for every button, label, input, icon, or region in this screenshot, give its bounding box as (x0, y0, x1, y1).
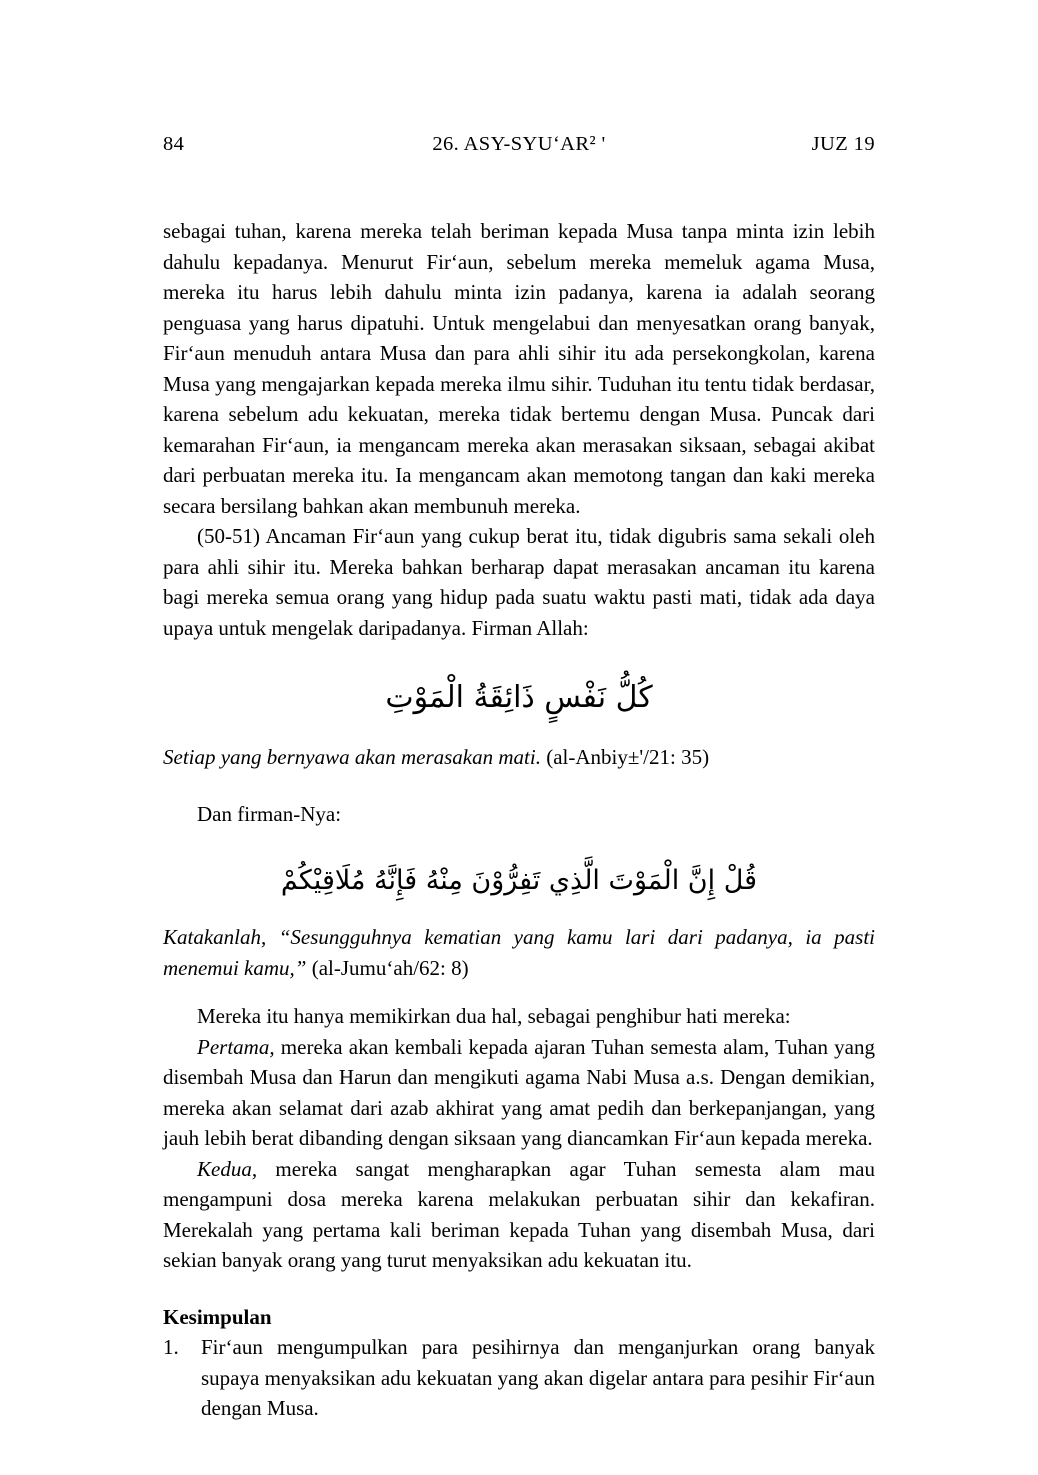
paragraph-6-text: mereka sangat mengharapkan agar Tuhan semesta alam mau mengampuni dosa mereka karena melakukan perbuatan sihir dan kekafiran. Merekalah yang pertama kali beriman kepada Tuhan yang disembah Musa, dari sekian banyak orang yang turut menyaksikan adu kekuatan itu. (163, 1156, 875, 1273)
translation-1-reference: (al-Anbiy±'/21: 35) (540, 745, 710, 769)
body-text (163, 216, 875, 1424)
quran-verse-jumuah: قُلْ إِنَّ الْمَوْتَ الَّذِي تَفِرُّوْنَ مِنْهُ فَإِنَّهُ مُلَاقِيْكُمْ (280, 865, 758, 896)
translation-2-text: Katakanlah, “Sesungguhnya kematian yang kamu lari dari padanya, ia pasti menemui kamu,” (163, 925, 875, 980)
paragraph-1: sebagai tuhan, karena mereka telah beriman kepada Musa tanpa minta izin lebih dahulu kepadanya. Menurut Fir‘aun, sebelum mereka memeluk agama Musa, mereka itu harus lebih dahulu minta izin padanya, karena ia adalah seorang penguasa yang harus dipatuhi. Untuk mengelabui dan menyesatkan orang banyak, Fir‘aun menuduh antara Musa dan para ahli sihir itu ada persekongkolan, karena Musa yang mengajarkan kepada mereka ilmu sihir. Tuduhan itu tentu tidak berdasar, karena sebelum adu kekuatan, mereka tidak bertemu dengan Musa. Puncak dari kemarahan Fir‘aun, ia mengancam mereka akan merasakan siksaan, sebagai akibat dari perbuatan mereka itu. Ia mengancam akan memotong tangan dan kaki mereka secara bersilang bahkan akan membunuh mereka. (163, 219, 875, 518)
paragraph-6 (163, 1154, 875, 1276)
translation-2 (163, 922, 875, 983)
translation-2-reference: (al-Jumu‘ah/62: 8) (306, 955, 469, 980)
conclusion-heading: Kesimpulan (163, 1304, 272, 1329)
translation-1-text: Setiap yang bernyawa akan merasakan mati. (163, 745, 541, 769)
conclusion-list (163, 1332, 875, 1424)
paragraph-5-text: mereka akan kembali kepada ajaran Tuhan semesta alam, Tuhan yang disembah Musa dan Harun dan mengikuti agama Nabi Musa a.s. Dengan demikian, mereka akan selamat dari azab akhirat yang amat pedih dan berkepanjangan, yang jauh lebih berat dibanding dengan siksaan yang diancamkan Fir‘aun kepada mereka. (163, 1034, 875, 1151)
paragraph-5 (163, 1032, 875, 1154)
quran-verse-anbiya: كُلُّ نَفْسٍ ذَائِقَةُ الْمَوْتِ (385, 680, 653, 715)
paragraph-2: (50-51) Ancaman Fir‘aun yang cukup berat itu, tidak digubris sama sekali oleh para ahli sihir itu. Mereka bahkan berharap dapat merasakan ancaman itu karena bagi mereka semua orang yang hidup pada suatu waktu pasti mati, tidak ada daya upaya untuk mengelak daripadanya. Firman Allah: (163, 524, 875, 640)
paragraph-3: Dan firman-Nya: (197, 801, 342, 826)
paragraph-5-lead: Pertama, (197, 1034, 275, 1059)
list-item-number: 1. (163, 1335, 179, 1360)
page-number: 84 (163, 133, 185, 155)
list-item-text: Fir‘aun mengumpulkan para pesihirnya dan menganjurkan orang banyak supaya menyaksikan adu kekuatan yang akan digelar antara para pesihir Fir‘aun dengan Musa. (201, 1335, 875, 1421)
paragraph-4: Mereka itu hanya memikirkan dua hal, sebagai penghibur hati mereka: (197, 1004, 791, 1029)
page-content (163, 133, 875, 1424)
surah-title: 26. ASY-SYU‘AR² ' (432, 133, 606, 155)
juz-label: JUZ 19 (811, 133, 875, 155)
translation-1 (163, 742, 875, 773)
paragraph-6-lead: Kedua, (197, 1156, 258, 1181)
running-header (163, 133, 875, 156)
list-item (163, 1332, 875, 1424)
